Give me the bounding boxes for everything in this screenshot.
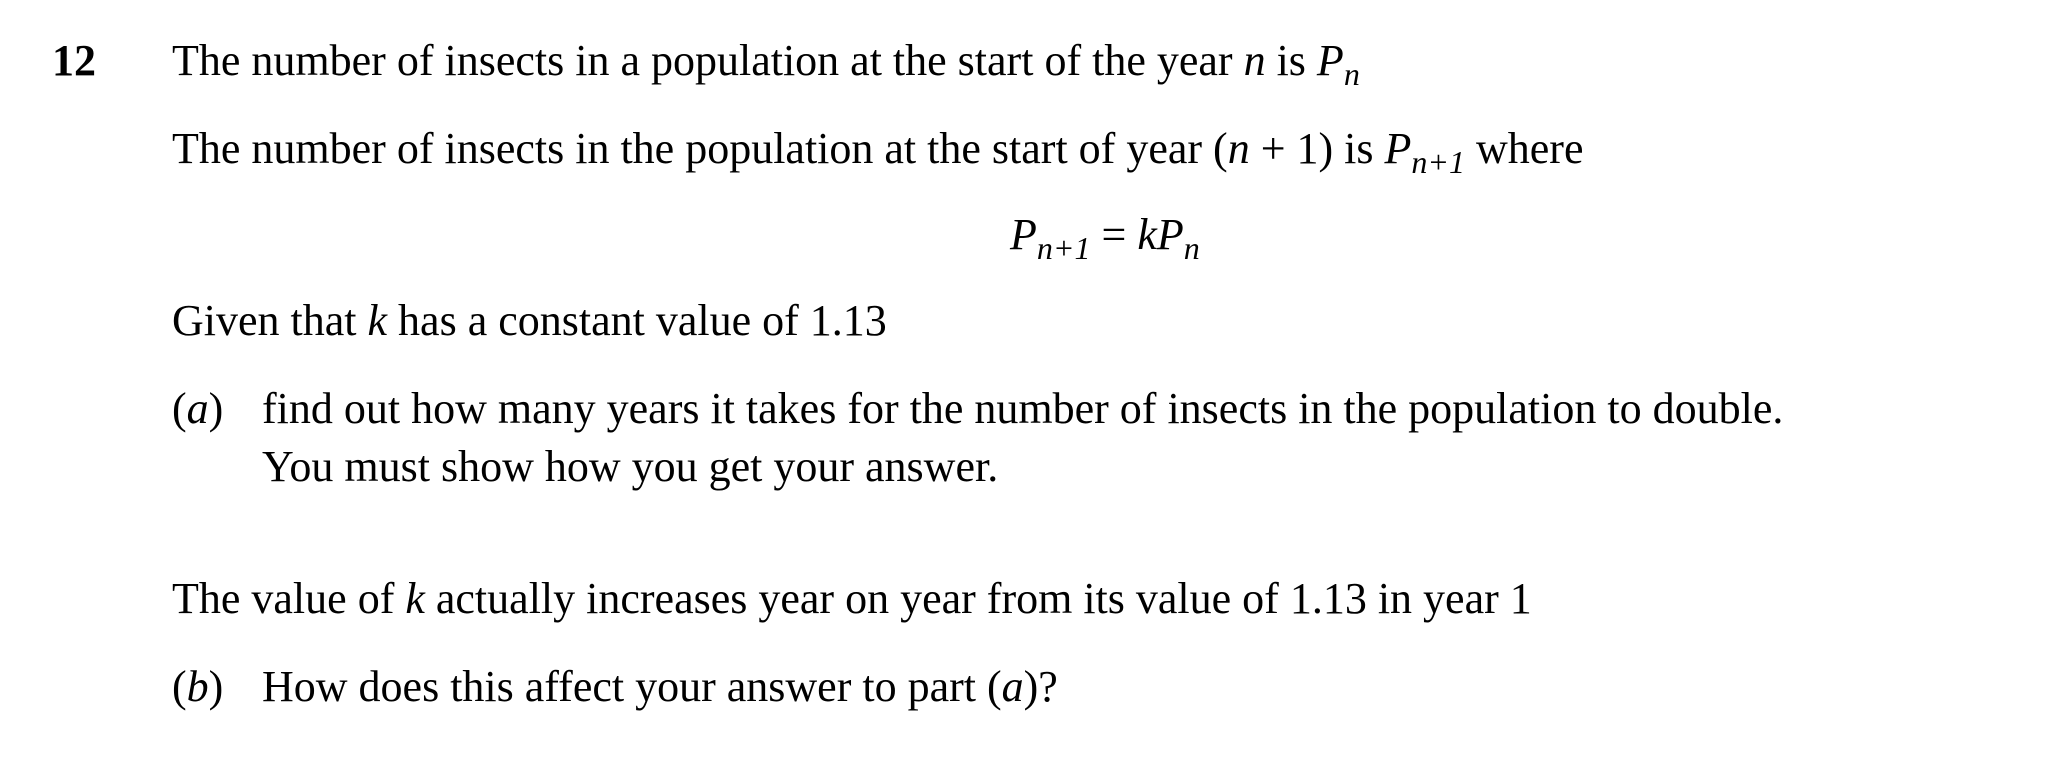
- statement-text-a: The value of: [172, 574, 406, 623]
- formula-equals: =: [1090, 210, 1138, 259]
- variable-n: n: [1227, 124, 1250, 173]
- intro-line-1-text-b: is: [1265, 36, 1317, 85]
- recurrence-formula: [1010, 210, 1200, 266]
- intro-line-2-text-a: The number of insects in the population at the start of year (: [172, 124, 1228, 173]
- part-b-text-b: )?: [1023, 662, 1058, 711]
- intro-line-2-text-c: where: [1465, 124, 1584, 173]
- variable-p: P: [1316, 36, 1344, 85]
- question-number: 12: [52, 36, 96, 85]
- part-b-paren-open: (: [172, 662, 187, 711]
- part-a-line-1: find out how many years it takes for the number of insects in the population to double.: [262, 384, 1784, 433]
- formula-rhs-p: P: [1156, 210, 1184, 259]
- intro-line-1-text-a: The number of insects in a population at the start of the year: [172, 36, 1244, 85]
- subscript-n: n: [1343, 56, 1360, 92]
- given-line: [172, 296, 887, 346]
- formula-lhs-subscript: n+1: [1036, 230, 1091, 266]
- variable-k: k: [405, 574, 425, 623]
- intro-line-2: [172, 124, 1584, 180]
- part-b-paren-close: ): [208, 662, 224, 711]
- part-b-question: [262, 662, 1058, 712]
- statement-text-b: actually increases year on year from its value of 1.13 in year 1: [424, 574, 1532, 623]
- part-b-text-a: How does this affect your answer to part (: [262, 662, 1002, 711]
- variable-n: n: [1243, 36, 1266, 85]
- variable-k: k: [367, 296, 388, 345]
- part-a-paren-open: (: [172, 384, 187, 433]
- subscript-n-plus-1: n+1: [1411, 144, 1465, 180]
- variable-p: P: [1384, 124, 1412, 173]
- given-text-b: has a constant value of 1.13: [387, 296, 887, 345]
- part-a-label: [172, 384, 223, 434]
- part-b-label: [172, 662, 223, 712]
- formula-rhs-subscript: n: [1183, 230, 1200, 266]
- part-a-line-2: You must show how you get your answer.: [262, 442, 999, 491]
- part-reference-letter: a: [1001, 662, 1024, 711]
- given-text-a: Given that: [172, 296, 368, 345]
- formula-k: k: [1137, 210, 1157, 259]
- intro-line-1: [172, 36, 1360, 92]
- part-a-paren-close: ): [208, 384, 224, 433]
- statement-line: [172, 574, 1532, 624]
- part-b-letter: b: [186, 662, 209, 711]
- formula-lhs-p: P: [1010, 210, 1037, 259]
- intro-line-2-text-b: + 1) is: [1249, 124, 1385, 173]
- part-a-letter: a: [186, 384, 209, 433]
